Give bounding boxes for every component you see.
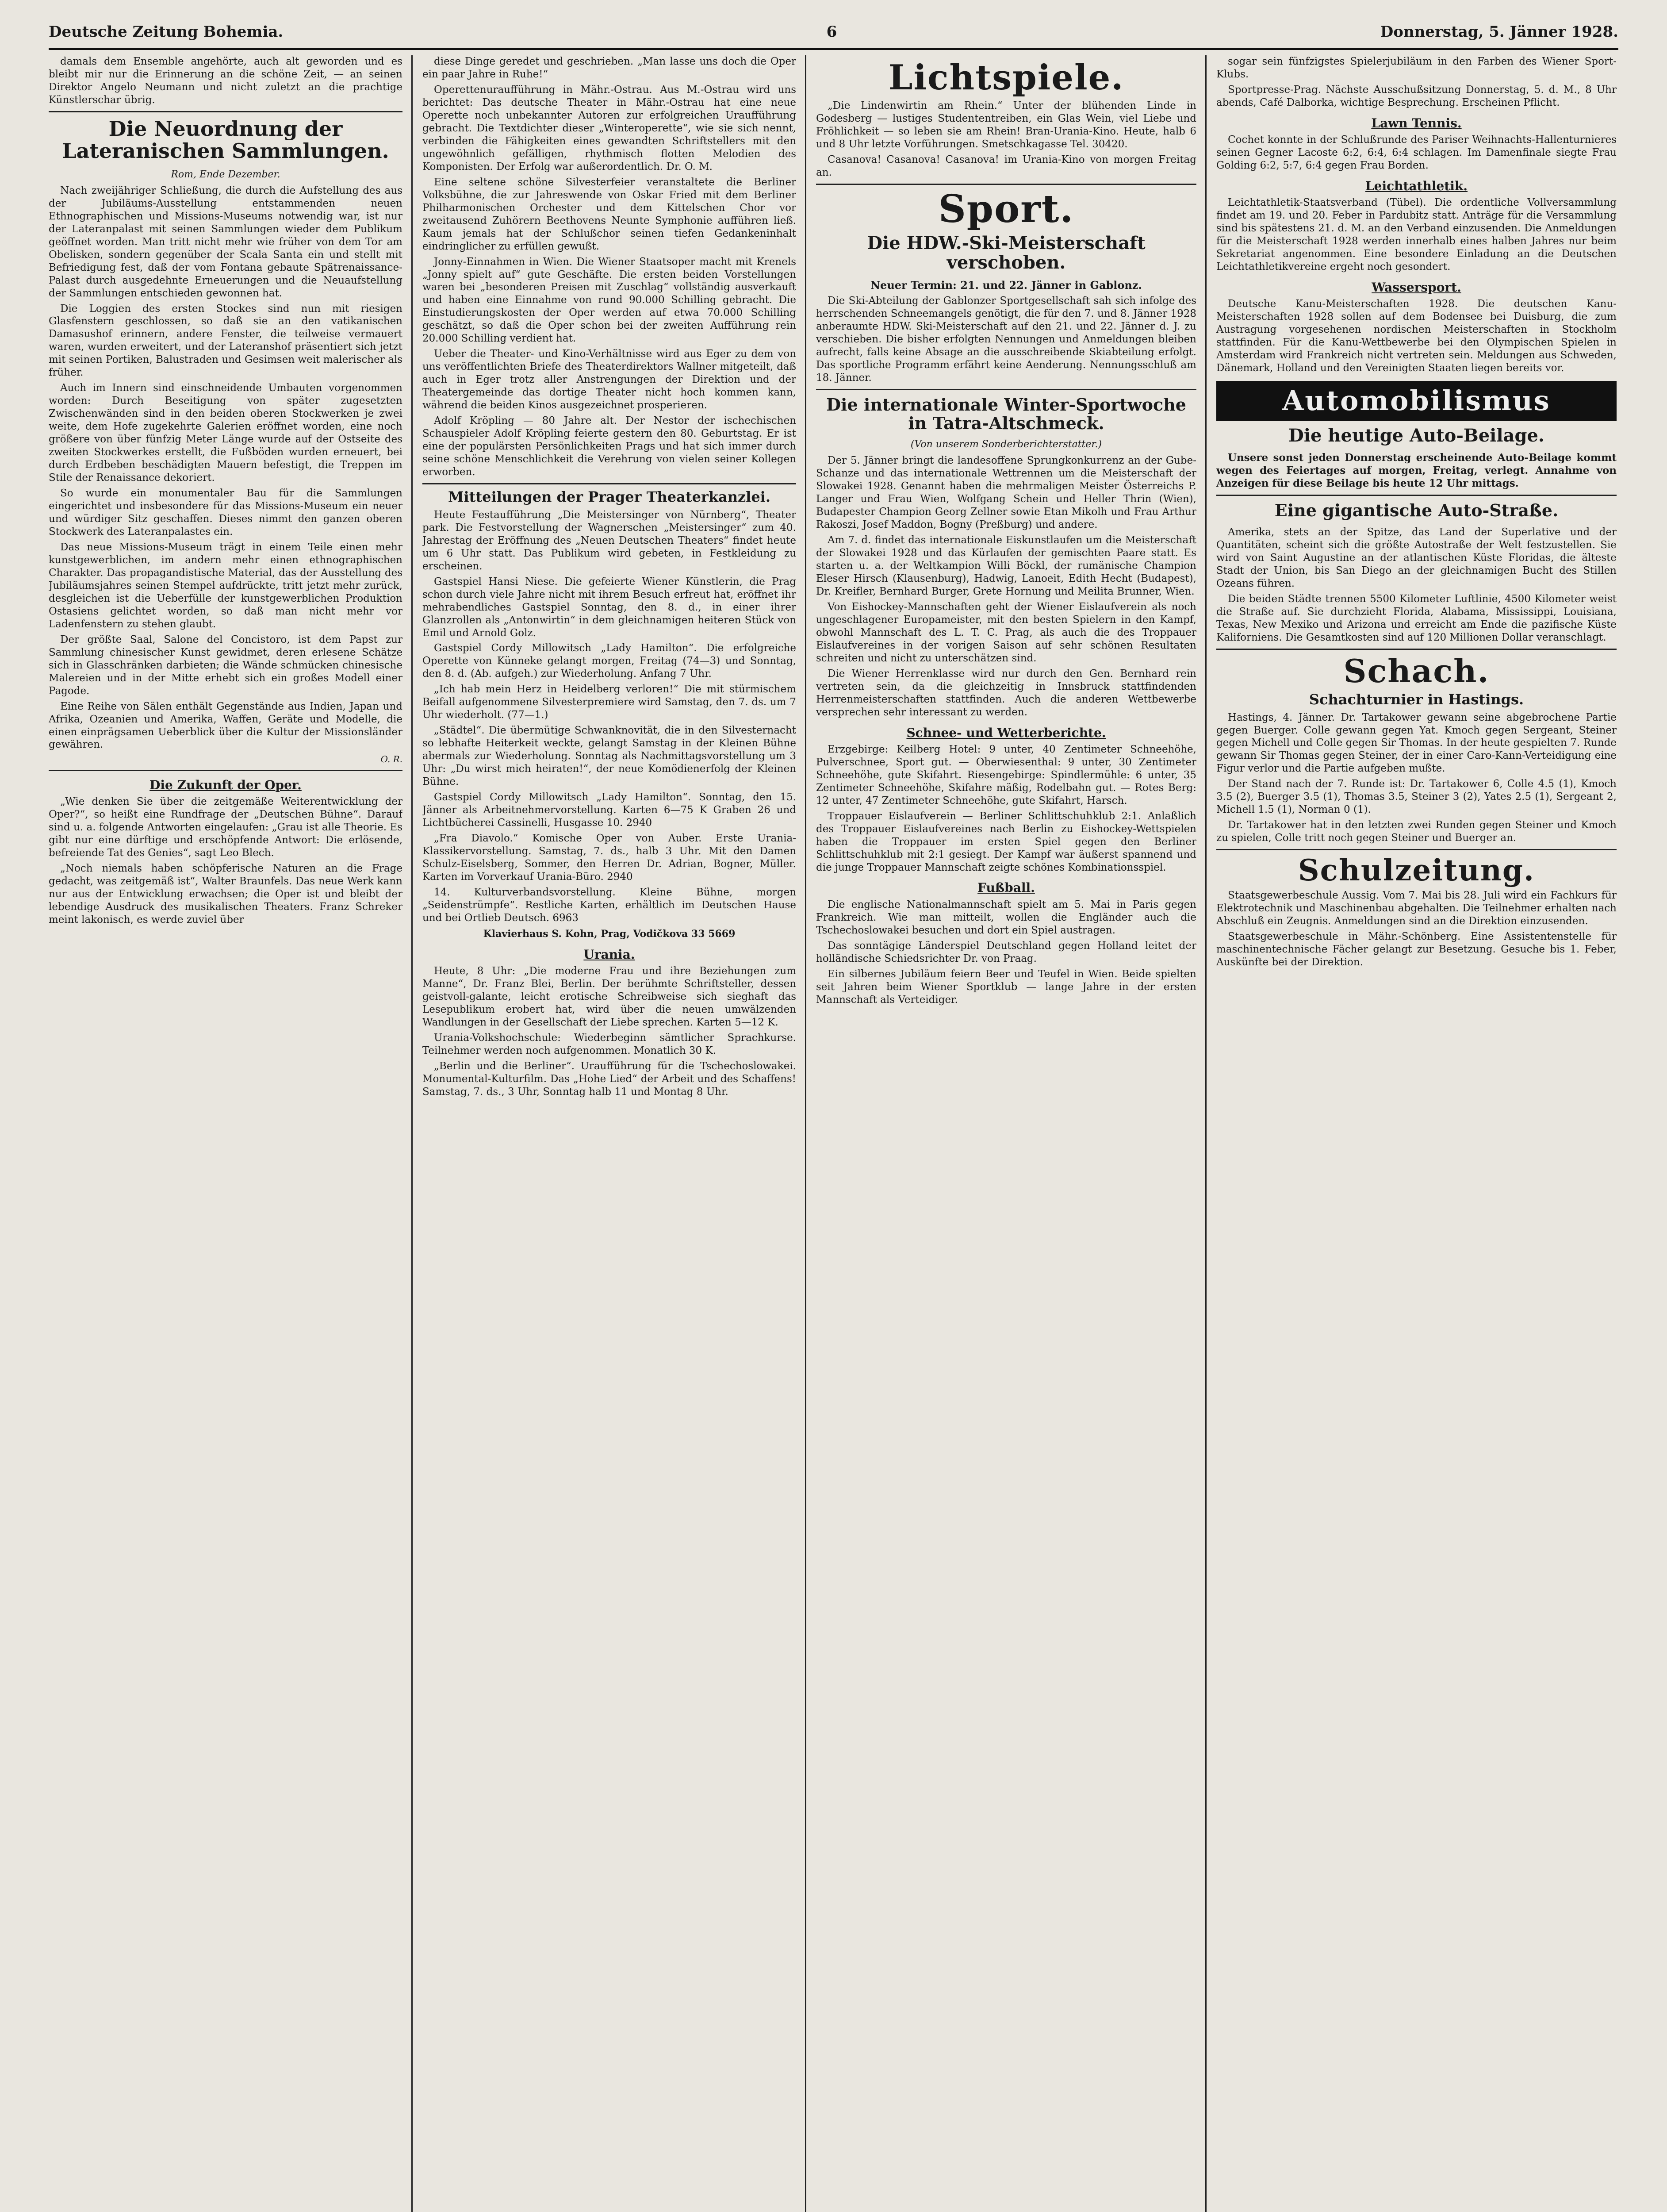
news-item: Das sonntägige Länderspiel Deutschland gegen Holland leitet der holländische Schiedsrichter Dr. von Praag. — [816, 940, 1196, 964]
column-rule — [1205, 55, 1207, 2212]
section-heading: Lawn Tennis. — [1371, 115, 1462, 131]
news-item: Casanova! Casanova! Casanova! im Urania-Kino von morgen Freitag an. — [816, 154, 1196, 178]
section-heading-schulzeitung: Schulzeitung. — [1298, 853, 1535, 888]
article-paragraph: Am 7. d. findet das internationale Eiskunstlaufen um die Meisterschaft der Slowakei 1928 und das Kürlaufen der gemischten Paare statt. Es starten u. a. der Weltkampion Willi Böckl, der rumänische Champion Eleser Hirsch (Klausenburg), Hadwig, Lanoeit, Edith Hecht (Budapest), Dr. Kreifler, Bernhard Burger, Grete Hornung und Meilita Brunner, Wien. — [816, 534, 1196, 597]
article-paragraph: Die Loggien des ersten Stockes sind nun mit riesigen Glasfenstern geschlossen, so daß sie an den vatikanischen Damasushof erinnern, andere Fenster, die teilweise vermauert waren, wurden erweitert, und der Lateranshof präsentiert sich jetzt mit seinen Portiken, Balustraden und Gesimsen weit malerischer als früher. — [49, 303, 402, 379]
article-paragraph: Der größte Saal, Salone del Concistoro, ist dem Papst zur Sammlung chinesischer Kunst gewidmet, deren erlesene Schätze sich in Glasschränken darbieten; die Wände schmücken chinesische Malereien und in der Mitte erhebt sich ein großes Modell einer Pagode. — [49, 634, 402, 697]
column-rule — [411, 55, 413, 2212]
column-rule — [805, 55, 806, 2212]
column-continuation: sogar sein fünfzigstes Spielerjubiläum in den Farben des Wiener Sport-Klubs. — [1216, 56, 1617, 80]
section-heading: Leichtathletik. — [1365, 179, 1468, 194]
section-heading-lichtspiele: Lichtspiele. — [888, 58, 1124, 98]
page-number: 6 — [826, 23, 837, 41]
news-item: 14. Kulturverbandsvorstellung. Kleine Bühne, morgen „Seidenstrümpfe“. Restliche Karten, erhältlich im Deutschen Hause und bei Ortlieb Deutsch. 6963 — [422, 886, 796, 924]
section-heading-sport: Sport. — [938, 186, 1074, 231]
masthead-title: Deutsche Zeitung Bohemia. — [49, 23, 284, 41]
article-paragraph: Nach zweijähriger Schließung, die durch die Aufstellung des aus der Jubiläums-Ausstellung entstammenden neuen Ethnographischen und Missions-Museums notwendig war, ist nur der Lateranpalast mit seinen Sammlungen wieder dem Publikum geöffnet worden. Man tritt nicht mehr wie früher von dem Tor am Obelisken, sondern gegenüber der Scala Santa ein und stellt mit Befriedigung fest, daß der vom Fontana gebaute Spätrenaissance-Palast durch ausgedehnte Erneuerungen und die Neuaufstellung der Sammlungen entschieden gewonnen hat. — [49, 184, 402, 299]
news-item: „Städtel“. Die übermütige Schwanknovität, die in den Silvesternacht so lebhafte Heiterkeit weckte, gelangt Samstag in der Kleinen Bühne abermals zur Wiederholung. Sonntag als Nachmittagsvorstellung um 3 Uhr: „Du wirst mich heiraten!“, der neue Komödienerfolg der Kleinen Bühne. — [422, 725, 796, 788]
column-1 — [49, 55, 402, 2212]
column-continuation: diese Dinge geredet und geschrieben. „Man lasse uns doch die Oper ein paar Jahre in Ruhe!“ — [422, 56, 796, 80]
news-item: Gastspiel Hansi Niese. Die gefeierte Wiener Künstlerin, die Prag schon durch viele Jahre nicht mit ihrem Besuch erfreut hat, eröffnet ihr mehrabendliches Gastspiel Sonntag, den 8. d., in einer ihrer Glanzrollen als „Antonwirtin“ in dem gleichnamigen heiteren Stück von Emil und Arnold Golz. — [422, 576, 796, 639]
article-paragraph: Der Stand nach der 7. Runde ist: Dr. Tartakower 6, Colle 4.5 (1), Kmoch 3.5 (2), Buerger 3.5 (1), Thomas 3.5, Steiner 3 (2), Yates 2.5 (1), Sergeant 2, Michell 1.5 (1), Norman 0 (1). — [1216, 778, 1617, 816]
masthead — [49, 16, 1618, 50]
article-paragraph: Die Wiener Herrenklasse wird nur durch den Gen. Bernhard rein vertreten sein, da die gleichzeitig in Innsbruck stattfindenden Herrenmeisterschaften stattfinden. Auch die anderen Wettbewerbe versprechen sehr interessant zu werden. — [816, 668, 1196, 718]
article-paragraph: Die beiden Städte trennen 5500 Kilometer Luftlinie, 4500 Kilometer weist die Straße auf. Sie durchzieht Florida, Alabama, Mississippi, Louisiana, Texas, New Mexiko und Arizona und erreicht am Ende die pazifische Küste Kaliforniens. Die Gesamtkosten sind auf 120 Millionen Dollar veranschlagt. — [1216, 593, 1617, 643]
article-title: Die internationale Winter-Sportwoche in Tatra-Altschmeck. — [826, 394, 1186, 433]
news-item: Deutsche Kanu-Meisterschaften 1928. Die deutschen Kanu-Meisterschaften 1928 sollen auf dem Bodensee bei Duisburg, die zum Austragung vorgesehenen nordischen Meisterschaften in Stockholm stattfinden. Für die Kanu-Wettbewerbe bei den Olympischen Spielen in Amsterdam wird Frankreich nicht vertreten sein. Meldungen aus Schweden, Dänemark, Holland und den Vereinigten Staaten liegen bereits vor. — [1216, 298, 1617, 374]
divider — [1216, 649, 1617, 650]
article-paragraph: Amerika, stets an der Spitze, das Land der Superlative und der Quantitäten, scheint sich die größte Autostraße der Welt festzustellen. Sie wird von Saint Augustine an der atlantischen Küste Floridas, die älteste Stadt der Union, bis San Diego an der gleichnamigen Bucht des Stillen Ozeans führen. — [1216, 526, 1617, 589]
divider — [816, 389, 1196, 390]
divider — [1216, 495, 1617, 496]
article-paragraph: Unsere sonst jeden Donnerstag erscheinende Auto-Beilage kommt wegen des Feiertages auf morgen, Freitag, verlegt. Annahme von Anzeigen für diese Beilage bis heute 12 Uhr mittags. — [1216, 452, 1617, 490]
news-item: Adolf Kröpling — 80 Jahre alt. Der Nestor der ischechischen Schauspieler Adolf Kröpling feierte gestern den 80. Geburtstag. Er ist eine der populärsten Persönlichkeiten Prags und hat sich immer durch seine schöne Menschlichkeit die Verehrung von vielen seiner Kollegen erworben. — [422, 415, 796, 478]
news-item: Die englische Nationalmannschaft spielt am 5. Mai in Paris gegen Frankreich. Wie man mitteilt, wollen die Engländer auch die Tschechoslowakei besuchen und dort ein Spiel austragen. — [816, 899, 1196, 936]
advertisement: Klavierhaus S. Kohn, Prag, Vodičkova 33 5669 — [483, 928, 736, 940]
section-heading: Fußball. — [977, 880, 1035, 895]
article-paragraph: Eine Reihe von Sälen enthält Gegenstände aus Indien, Japan und Afrika, Ozeanien und Amerika, Waffen, Geräte und Modelle, die einen einprägsamen Ueberblick über die Kultur der Missionsländer gewähren. — [49, 700, 402, 751]
news-item: Ein silbernes Jubiläum feiern Beer und Teufel in Wien. Beide spielten seit Jahren beim Wiener Sportklub — lange Jahre in der ersten Mannschaft als Verteidiger. — [816, 968, 1196, 1006]
divider — [49, 770, 402, 771]
news-item: Sportpresse-Prag. Nächste Ausschußsitzung Donnerstag, 5. d. M., 8 Uhr abends, Café Dalborka, wichtige Besprechung. Erscheinen Pflicht. — [1216, 84, 1617, 108]
masthead-date: Donnerstag, 5. Jänner 1928. — [1380, 23, 1618, 41]
article-title: Die HDW.-Ski-Meisterschaft verschoben. — [867, 232, 1146, 273]
news-item: Troppauer Eislaufverein — Berliner Schlittschuhklub 2:1. Anlaßlich des Troppauer Eislaufvereines nach Berlin zu Eishockey-Wettspielen haben die Troppauer im ersten Spiel gegen den Berliner Schlittschuhklub mit 2:1 gesiegt. Der Kampf war äußerst spannend und die junge Troppauer Mannschaft zeigte schönes Kombinationsspiel. — [816, 810, 1196, 873]
article-paragraph: Hastings, 4. Jänner. Dr. Tartakower gewann seine abgebrochene Partie gegen Buerger. Colle gewann gegen Yat. Kmoch gegen Sergeant, Steiner gegen Michell und Colle gegen Sir Thomas. In der heute gespielten 7. Runde gewann Sir Thomas gegen Steiner, der in einer Caro-Kann-Verteidigung eine Figur verlor und die Partie aufgeben mußte. — [1216, 711, 1617, 775]
news-item: Operettenuraufführung in Mähr.-Ostrau. Aus M.-Ostrau wird uns berichtet: Das deutsche Theater in Mähr.-Ostrau hat eine neue Operette noch unbekannter Autoren zur erfolgreichen Uraufführung gebracht. Die Textdichter dieser „Winteroperette“, wie sie sich nennt, verbinden die Fähigkeiten eines gewandten Schriftstellers mit den ungewöhnlich gefälligen, rhythmisch flotten Melodien des Komponisten. Der Erfolg war außerordentlich. Dr. O. M. — [422, 84, 796, 173]
article-signature: O. R. — [380, 754, 402, 765]
news-item: Staatsgewerbeschule in Mähr.-Schönberg. Eine Assistentenstelle für maschinentechnische Fächer gelangt zur Besetzung. Gesuche bis 1. Feber, Auskünfte bei der Direktion. — [1216, 931, 1617, 968]
divider — [49, 111, 402, 112]
news-item: Heute, 8 Uhr: „Die moderne Frau und ihre Beziehungen zum Manne“, Dr. Franz Blei, Berlin. Der berühmte Schriftsteller, dessen geistvoll-galante, leicht erotische Schreibweise sich sieghaft das Lesepublikum erobert hat, wird über die neuen umwälzenden Wandlungen in der Gesellschaft der Liebe sprechen. Karten 5—12 K. — [422, 965, 796, 1028]
article-paragraph: Das neue Missions-Museum trägt in einem Teile einen mehr kunstgewerblichen, im andern mehr einen ethnographischen Charakter. Das propagandistische Material, das der Ausstellung des Jubiläumsjahres seinen Stempel aufdrückte, tritt jetzt mehr zurück, desgleichen ist die Ueberfülle der kunstgewerblichen Produktion Ostasiens gelichtet worden, so daß man nicht mehr vor Ladenfenstern zu stehen glaubt. — [49, 541, 402, 630]
article-paragraph: Dr. Tartakower hat in den letzten zwei Runden gegen Steiner und Kmoch zu spielen, Colle tritt noch gegen Steiner und Buerger an. — [1216, 819, 1617, 844]
news-item: Leichtathletik-Staatsverband (Tübel). Die ordentliche Vollversammlung findet am 19. und 20. Feber in Pardubitz statt. Anträge für die Versammlung sind bis spätestens 21. d. M. an den Verband einzusenden. Die Anmeldungen für die Meisterschaft 1928 werden innerhalb eines halben Jahres nur beim Sekretariat angenommen. Eine besondere Einladung an die Deutschen Leichtathletikvereine ergeht noch gesondert. — [1216, 197, 1617, 273]
news-item: Eine seltene schöne Silvesterfeier veranstaltete die Berliner Volksbühne, die zur Jahreswende von Oskar Fried mit dem Berliner Philharmonischen Orchester und dem Kittelschen Chor vor zweitausend Zuhörern Beethovens Neunte Symphonie aufführen ließ. Kaum jemals hat der Schlußchor seinen tiefen Gedankeninhalt eindringlicher zu erfüllen gewußt. — [422, 176, 796, 252]
section-heading: Schnee- und Wetterberichte. — [906, 725, 1106, 740]
article-paragraph: So wurde ein monumentaler Bau für die Sammlungen eingerichtet und insbesondere für das Missions-Museum ein neuer und würdiger Sitz geschaffen. Dieses nimmt den ganzen oberen Stockwerk des Lateranpalastes ein. — [49, 488, 402, 538]
news-item: Cochet konnte in der Schlußrunde des Pariser Weihnachts-Hallenturnieres seinen Gegner Lacoste 6:2, 6:4, 6:4 schlagen. Im Damenfinale siegte Frau Golding 6:2, 5:7, 6:4 gegen Frau Borden. — [1216, 134, 1617, 172]
news-item: Ueber die Theater- und Kino-Verhältnisse wird aus Eger zu dem von uns veröffentlichten Briefe des Theaterdirektors Wallner mitgeteilt, daß auch in Eger trotz aller Anstrengungen der Direktion und der Theatergemeinde das dortige Theater nicht hoch kommen kann, während die beiden Kinos ausgezeichnet prosperieren. — [422, 348, 796, 411]
article-paragraph: „Wie denken Sie über die zeitgemäße Weiterentwicklung der Oper?“, so heißt eine Rundfrage der „Deutschen Bühne“. Darauf sind u. a. folgende Antworten eingelaufen: „Grau ist alle Theorie. Es gibt nur eine dürftige und erschöpfende Antwort: Die erlösende, befreiende Tat des Genies“, sagt Leo Blech. — [49, 795, 402, 859]
section-heading: Wassersport. — [1372, 280, 1461, 295]
divider — [816, 184, 1196, 185]
news-item: Erzgebirge: Keilberg Hotel: 9 unter, 40 Zentimeter Schneehöhe, Pulverschnee, Sport gut. — Oberwiesenthal: 9 unter, 30 Zentimeter Schneehöhe, gute Skifahrt. Riesengebirge: Spindlermühle: 6 unter, 35 Zentimeter Schneehöhe, Skifahre mäßig, Rodelbahn gut. — Rotes Berg: 12 unter, 47 Zentimeter Schneehöhe, gute Skifahrt, Harsch. — [816, 743, 1196, 806]
news-item: Gastspiel Cordy Millowitsch „Lady Hamilton“. Die erfolgreiche Operette von Künneke gelangt morgen, Freitag (74—3) und Sonntag, den 8. d. (Ab. aufgeh.) zur Wiederholung. Anfang 7 Uhr. — [422, 642, 796, 680]
column-continuation: damals dem Ensemble angehörte, auch alt geworden und es bleibt mir nur die Erinnerung an die schöne Zeit, — an seinen Direktor Angelo Neumann und nicht zuletzt an die prachtige Künstlerschar übrig. — [49, 56, 402, 106]
divider — [422, 483, 796, 484]
article-title: Eine gigantische Auto-Straße. — [1274, 500, 1559, 521]
automobilismus-banner: Automobilismus — [1216, 381, 1617, 421]
article-paragraph: Der 5. Jänner bringt die landesoffene Sprungkonkurrenz an der Gube-Schanze und das internationale Wettrennen um die Meisterschaft der Slowakei 1928. Genannt haben die mehrmaligen Meister Österreichs P. Langer und Frau Wien, Wolfgang Schein und Heller Thrin (Wien), Budapester Champion Georg Zellner sowie Etan Mikolh und Frau Arthur Rakoszi, Josef Maddon, Bogny (Preßburg) und andere. — [816, 455, 1196, 530]
news-item: Staatsgewerbeschule Aussig. Vom 7. Mai bis 28. Juli wird ein Fachkurs für Elektrotechnik und Maschinenbau abgehalten. Die Teilnehmer erhalten nach Abschluß ein Zeugnis. Anmeldungen sind an die Direktion einzusenden. — [1216, 890, 1617, 927]
article-title: Die Neuordnung der Lateranischen Sammlungen. — [62, 116, 389, 163]
news-item: „Fra Diavolo.“ Komische Oper von Auber. Erste Urania-Klassikervorstellung. Samstag, 7. ds., halb 3 Uhr. Mit den Damen Schulz-Eiselsberg, Sommer, den Herren Dr. Adrian, Bogner, Müller. Karten im Vorverkauf Urania-Büro. 2940 — [422, 833, 796, 883]
news-item: „Berlin und die Berliner“. Uraufführung für die Tschechoslowakei. Monumental-Kulturfilm. Das „Hohe Lied“ der Arbeit und des Schaffens! Samstag, 7. ds., 3 Uhr, Sonntag halb 11 und Montag 8 Uhr. — [422, 1060, 796, 1098]
article-heading: Die Zukunft der Oper. — [149, 777, 302, 792]
article-lead: Neuer Termin: 21. und 22. Jänner in Gablonz. — [870, 278, 1142, 292]
news-item: Gastspiel Cordy Millowitsch „Lady Hamilton“. Sonntag, den 15. Jänner als Arbeitnehmervorstellung. Karten 6—75 K Graben 26 und Lichtbücherei Cassinelli, Husgasse 10. 2940 — [422, 791, 796, 829]
article-paragraph: Die Ski-Abteilung der Gablonzer Sportgesellschaft sah sich infolge des herrschenden Schneemangels genötigt, die für den 7. und 8. Jänner 1928 anberaumte HDW. Ski-Meisterschaft auf den 21. und 22. Jänner d. J. zu verschieben. Die bisher erfolgten Nennungen und Anmeldungen bleiben aufrecht, falls keine Absage an die ausschreibende Skiabteilung erfolgt. Das sportliche Programm erfährt keine Aenderung. Nennungsschluß am 18. Jänner. — [816, 295, 1196, 384]
divider — [1216, 849, 1617, 850]
section-heading: Urania. — [583, 947, 635, 962]
news-item: Heute Festaufführung „Die Meistersinger von Nürnberg“, Theater park. Die Festvorstellung der Wagnerschen „Meistersinger“ zum 40. Jahrestag der Eröffnung des „Neuen Deutschen Theaters“ findet heute um 6 Uhr statt. Das Publikum wird gebeten, in Festkleidung zu erscheinen. — [422, 509, 796, 572]
column-2 — [422, 55, 796, 2212]
article-paragraph: „Noch niemals haben schöpferische Naturen an die Frage gedacht, was zeitgemäß ist“, Walter Braunfels. Das neue Werk kann nur aus der Entwicklung erwachsen; die Oper ist und bleibt der lebendige Ausdruck des musikalischen Theaters. Franz Schreker meint lakonisch, es werde zuviel über — [49, 862, 402, 926]
article-title: Schachturnier in Hastings. — [1309, 691, 1524, 708]
article-title: Die heutige Auto-Beilage. — [1288, 425, 1544, 446]
news-item: „Die Lindenwirtin am Rhein.“ Unter der blühenden Linde in Godesberg — lustiges Studententreiben, ein Glas Wein, viel Liebe und Fröhlichkeit — so leben sie am Rhein! Bran-Urania-Kino. Heute, halb 6 und 8 Uhr letzte Vorführungen. Smetschkagasse Tel. 30420. — [816, 100, 1196, 150]
news-item: „Ich hab mein Herz in Heidelberg verloren!“ Die mit stürmischem Beifall aufgenommene Silvesterpremiere wird Samstag, den 7. ds. um 7 Uhr wiederholt. (77—1.) — [422, 684, 796, 721]
section-heading-schach: Schach. — [1343, 652, 1490, 690]
article-paragraph: Von Eishockey-Mannschaften geht der Wiener Eislaufverein als noch ungeschlagener Europameister, mit den besten Spielern in den Kampf, obwohl Mannschaft des L. T. C. Prag, als auch die des Troppauer Eislaufvereines in der vorigen Saison auf sehr schönen Resultaten schreiten und nicht zu unterschätzen sind. — [816, 601, 1196, 664]
dateline: Rom, Ende Dezember. — [171, 169, 280, 180]
article-paragraph: Auch im Innern sind einschneidende Umbauten vorgenommen worden: Durch Beseitigung von später zugesetzten Zwischenwänden sind in den beiden oberen Stockwerken je zwei weite, dem Hofe zugekehrte Galerien eröffnet worden, eine noch größere von über fünfzig Meter Länge wurde auf der Ostseite des zweiten Stockwerkes erstellt, die Fußböden wurden erneuert, bei durch Erdbeben beschädigten Mauern befestigt, die Treppen im Stile der Renaissance dekoriert. — [49, 382, 402, 484]
news-item: Urania-Volkshochschule: Wiederbeginn sämtlicher Sprachkurse. Teilnehmer werden noch aufgenommen. Monatlich 30 K. — [422, 1032, 796, 1056]
column-3 — [816, 55, 1196, 2212]
column-4 — [1216, 55, 1617, 2212]
section-heading: Mitteilungen der Prager Theaterkanzlei. — [448, 488, 770, 505]
article-byline: (Von unserem Sonderberichterstatter.) — [910, 439, 1102, 450]
news-item: Jonny-Einnahmen in Wien. Die Wiener Staatsoper macht mit Krenels „Jonny spielt auf“ gute Geschäfte. Die ersten beiden Vorstellungen waren bei „besonderen Preisen mit Zuschlag“ vollständig ausverkauft und haben eine Einnahme von rund 90.000 Schilling gebracht. Die Einstudierungskosten der Oper werden auf etwa 70.000 Schilling geschätzt, so daß die Oper schon bei der zweiten Aufführung rein 20.000 Schilling verdient hat. — [422, 256, 796, 345]
